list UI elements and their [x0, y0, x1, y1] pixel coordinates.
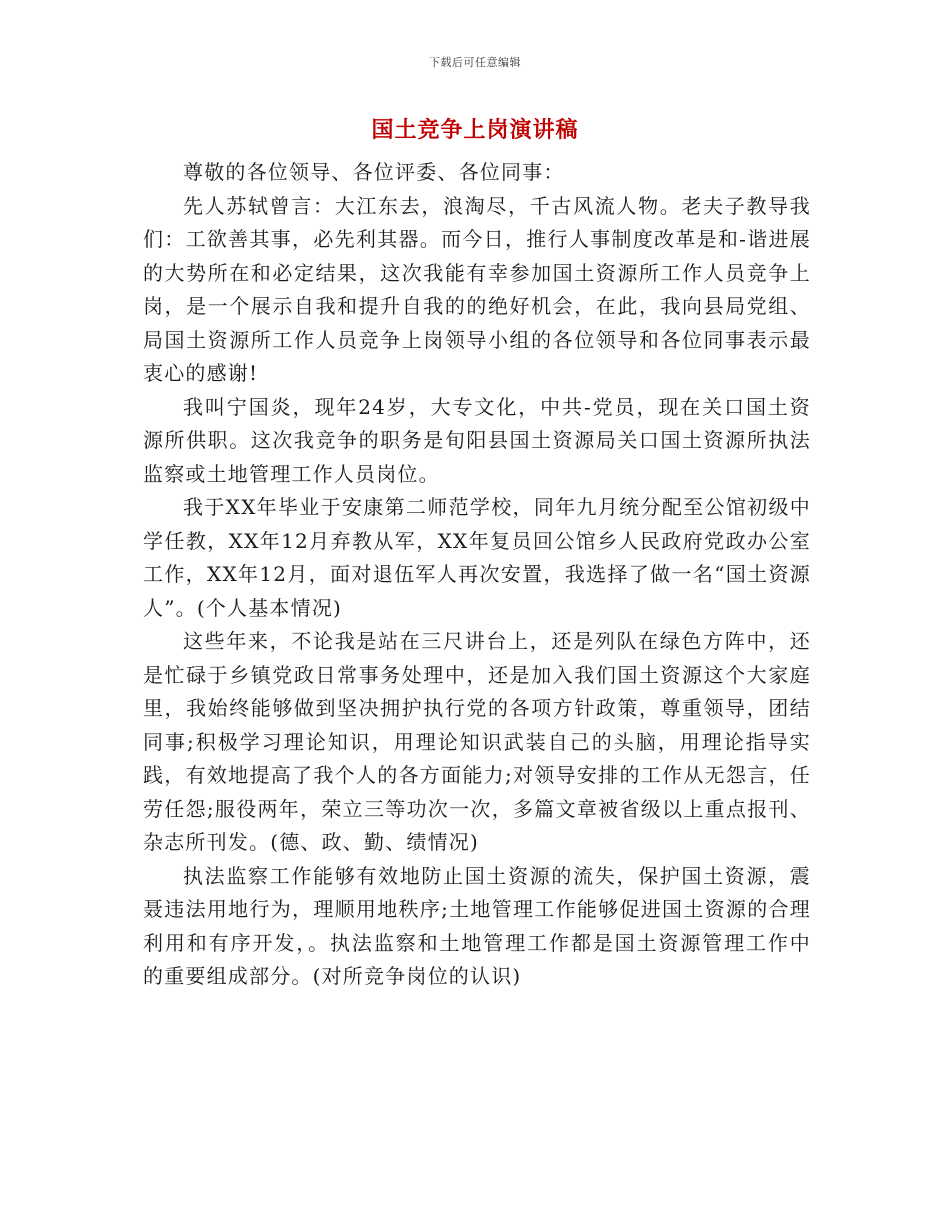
paragraph-opening: 先人苏轼曾言：大江东去，浪淘尽，千古风流人物。老夫子教导我们：工欲善其事，必先利其器。而今日，推行人事制度改革是和-谐进展的大势所在和必定结果，这次我能有幸参加国土资源所工作人员竞争上岗，是一个展示自我和提升自我的的绝好机会，在此，我向县局党组、局国土资源所工作人员竞争上岗领导小组的各位领导和各位同事表示最衷心的感谢! [143, 193, 811, 385]
paragraph-position-understanding: 执法监察工作能够有效地防止国土资源的流失，保护国土资源，震聂违法用地行为，理顺用地秩序;土地管理工作能够促进国土资源的合理利用和有序开发，。执法监察和土地管理工作都是国土资源管理工作中的重要组成部分。(对所竞争岗位的认识) [143, 863, 811, 988]
document-title: 国土竞争上岗演讲稿 [371, 118, 579, 143]
paragraph-background: 我于XX年毕业于安康第二师范学校，同年九月统分配至公馆初级中学任教，XX年12月弃教从军，XX年复员回公馆乡人民政府党政办公室工作，XX年12月，面对退伍军人再次安置，我选择了做一名“国土资源人”。(个人基本情况) [143, 495, 811, 620]
document-body [143, 156, 811, 994]
paragraph-self-intro: 我叫宁国炎，现年24岁，大专文化，中共-党员，现在关口国土资源所供职。这次我竞争的职务是旬阳县国土资源局关口国土资源所执法监察或土地管理工作人员岗位。 [143, 394, 811, 486]
paragraph-performance: 这些年来，不论我是站在三尺讲台上，还是列队在绿色方阵中，还是忙碌于乡镇党政日常事务处理中，还是加入我们国土资源这个大家庭里，我始终能够做到坚决拥护执行党的各项方针政策，尊重领导，团结同事;积极学习理论知识，用理论知识武装自己的头脑，用理论指导实践，有效地提高了我个人的各方面能力;对领导安排的工作从无怨言，任劳任怨;服役两年，荣立三等功次一次，多篇文章被省级以上重点报刊、杂志所刊发。(德、政、勤、绩情况) [143, 629, 811, 854]
page-header-note: 下载后可任意编辑 [429, 56, 521, 69]
paragraph-salutation: 尊敬的各位领导、各位评委、各位同事： [183, 160, 565, 184]
